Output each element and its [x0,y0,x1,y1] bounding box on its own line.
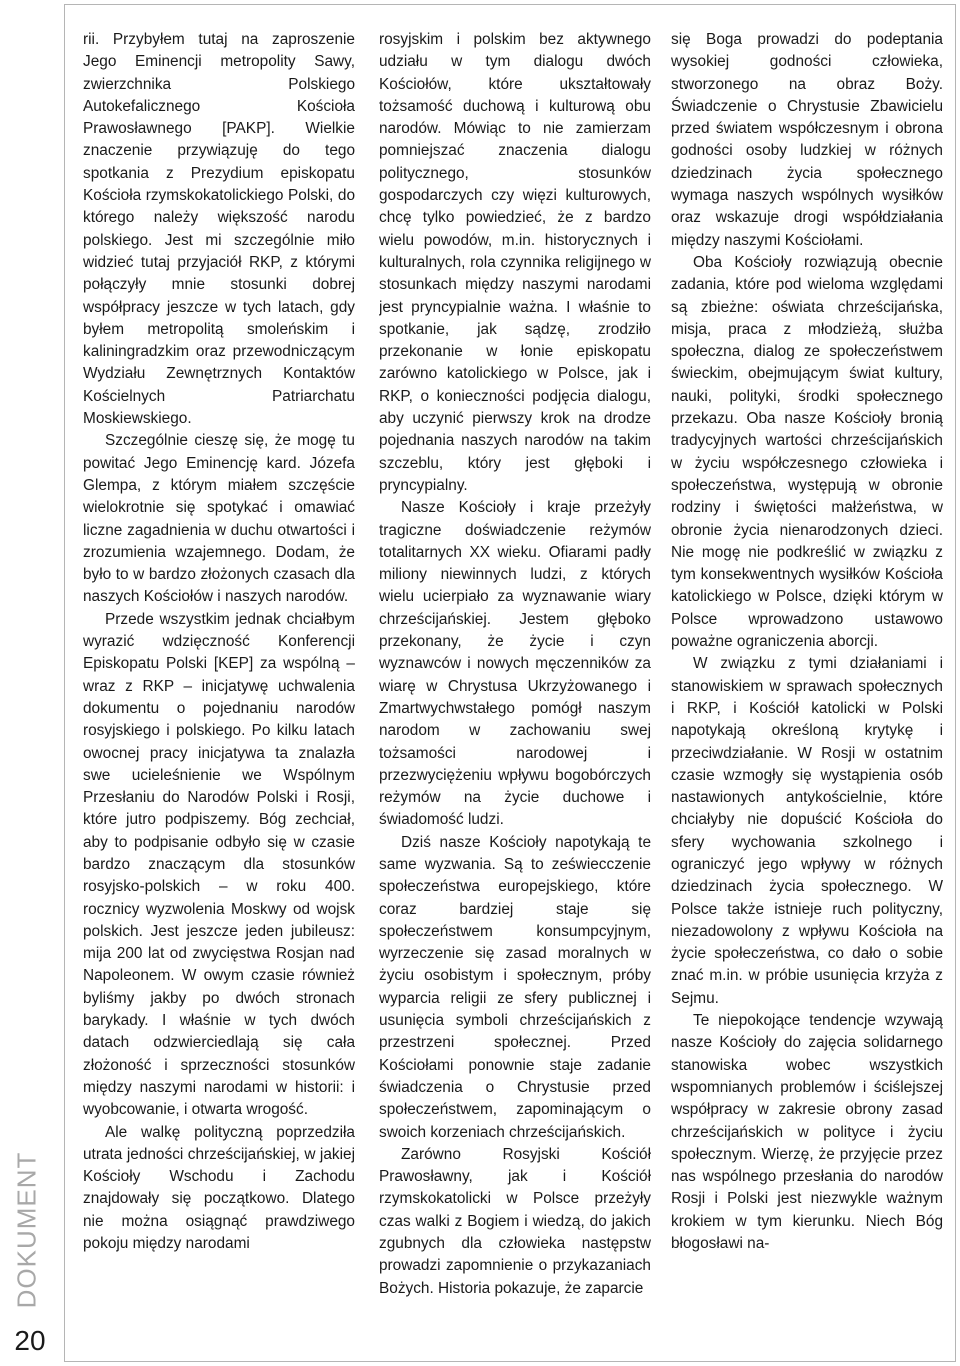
paragraph: Dziś nasze Kościoły napotykają te same wyzwania. Są to zeświecczenie społeczeństwa europejskiego, które coraz bardziej staje się społeczeństwem konsumpcyjnym, wyrzeczenie się zasad moralnych w życiu osobistym i społecznym, próby wyparcia religii ze sfery publicznej i usunięcia symboli chrześcijańskich z przestrzeni społecznej. Przed Kościołami ponownie staje zadanie świadczenia o Chrystusie przed społeczeństwem, zapominającym o swoich korzeniach chrześcijańskich. [379,833,651,1141]
paragraph: Te niepokojące tendencje wzywają nasze Kościoły do zajęcia solidarnego stanowiska wobec wszystkich wspomnianych problemów i ściślejszej współpracy w zakresie obrony zasad chrześcijańskich w polityce i życiu społecznym. Wierzę, że przyjęcie przez nas wspólnego przesłania do narodów Rosji i Polski jest niezwykle ważnym krokiem w tym kierunku. Niech Bóg błogosławi na- [671,1012,943,1253]
paragraph: W związku z tymi działaniami i stanowiskiem w sprawach społecznych i RKP, i Kościół katolicki w Polski napotykają określoną krytykę i przeciwdziałanie. W Rosji w ostatnim czasie wzmogły się wystąpienia osób nastawionych antykościelnie, które chciałyby nie dopuścić Kościoła do sfery wychowania szkolnego i ograniczyć jego wpływy w różnych dziedzinach życia społecznego. W Polsce także istnieje ruch polityczny, niezadowolony z wpływu Kościoła na życie społeczeństwa, co dało o sobie znać m.in. w próbie usunięcia krzyża z Sejmu. [671,655,943,1007]
paragraph: Ale walkę polityczną poprzedziła utrata jedności chrześcijańskiej, w jakiej Kościoły Wschodu i Zachodu znajdowały się początkowo. Dlatego nie można osiągnąć prawdziwego pokoju między narodami [83,1123,355,1253]
paragraph: Szczególnie cieszę się, że mogę tu powitać Jego Eminencję kard. Józefa Glempa, z którym miałem szczęście wielokrotnie się spotykać i omawiać liczne zagadnienia w duchu otwartości i zrozumienia wzajemnego. Dodam, że było to w bardzo złożonych czasach dla naszych Kościołów i naszych narodów. [83,432,355,606]
paragraph: Nasze Kościoły i kraje przeżyły tragiczne doświadczenie reżymów totalitarnych XX wieku. Ofiarami padły miliony niewinnych ludzi, z których wielu ucierpiało za wyznawanie wiary chrześcijańskiej. Jestem głęboko przekonany, że życie i czyn wyznawców i nowych męczenników za wiarę w Chrystusa Ukrzyżowanego i Zmartwychwstałego pomógł naszym narodom w zachowaniu swej tożsamości narodowej i przezwyciężeniu wpływu bogobórczych reżymów na życie duchowe i świadomość ludzi. [379,499,651,829]
paragraph: rosyjskim i polskim bez aktywnego udziału w tym dialogu dwóch Kościołów, które ukształtowały tożsamość duchową i kulturową obu narodów. Mówiąc to nie zamierzam pomniejszać znaczenia dialogu politycznego, stosunków gospodarczych czy więzi kulturowych, chcę tylko powiedzieć, że z bardzo wielu powodów, m.in. historycznych i kulturalnych, rola czynnika religijnego w stosunkach między naszymi narodami jest pryncypialnie ważna. I właśnie to spotkanie, jak sądzę, zrodziło przekonanie w łonie episkopatu zarówno katolickiego w Polsce, jak i RKP, o konieczności podjęcia dialogu, aby uczynić pierwszy krok na drodze pojednania naszych narodów na takim szczeblu, który jest głęboki i pryncypialny. [379,31,651,494]
text-column-1 [83,29,355,1349]
paragraph: Oba Kościoły rozwiązują obecnie zadania, które pod wieloma względami są zbieżne: oświata chrześcijańska, misja, praca z młodzieżą, służba społeczna, dialog ze społeczeństwem świeckim, obejmującym świat kultury, nauki, polityki, środki społecznego przekazu. Oba nasze Kościoły bronią tradycyjnych wartości chrześcijańskich w życiu współczesnego człowieka i społeczeństwa, występują w obronie rodziny i świętości małżeństwa, w obronie życia nienarodzonych dzieci. Nie mogę nie podkreślić w związku z tym konsekwentnych wysiłków Kościoła katolickiego w Polsce, dzięki którym w Polsce wprowadzono ustawowo poważne ograniczenia aborcji. [671,253,943,651]
paragraph: Zarówno Rosyjski Kościół Prawosławny, jak i Kościół rzymskokatolicki w Polsce przeżyły czas walki z Bogiem i wiedzą, do jakich zgubnych dla człowieka następstw prowadzi zapomnienie o przykazaniach Bożych. Historia pokazuje, że zaparcie [379,1145,651,1297]
section-label [4,1150,50,1310]
text-column-2 [379,29,651,1349]
text-column-3 [671,29,943,1349]
section-label-text: DOKUMENT [11,1151,42,1309]
page-number: 20 [14,1325,46,1356]
paragraph: rii. Przybyłem tutaj na zaproszenie Jego Eminencji metropolity Sawy, zwierzchnika Polskiego Autokefalicznego Kościoła Prawosławnego [PAKP]. Wielkie znaczenie przywiązuję do tego spotkania z Prezydium episkopatu Kościoła rzymskokatolickiego Polski, do którego należy większość narodu polskiego. Jest mi szczególnie miło widzieć tutaj przyjaciół RKP, z którymi połączyły mnie stosunki dobrej współpracy jeszcze w tych latach, gdy byłem metropolitą smoleńskim i kaliningradzkim oraz przewodniczącym Wydziału Zewnętrznych Kontaktów Kościelnych Patriarchatu Moskiewskiego. [83,31,355,428]
paragraph: się Boga prowadzi do podeptania wysokiej godności człowieka, stworzonego na obraz Boży. Świadczenie o Chrystusie Zbawicielu przed światem współczesnym i obrona godności osoby ludzkiej w różnych dziedzinach życia społecznego wymaga naszych wspólnych wysiłków oraz wskazuje drogi współdziałania między naszymi Kościołami. [671,31,943,249]
paragraph: Przede wszystkim jednak chciałbym wyrazić wdzięczność Konferencji Episkopatu Polski [KEP] za wspólną – wraz z RKP – inicjatywę uchwalenia dokumentu o pojednaniu narodów rosyjskiego i polskiego. Po kilku latach owocnej pracy inicjatywa ta znalazła swe ucieleśnienie we Wspólnym Przesłaniu do Narodów Polski i Rosji, które jutro podpiszemy. Bóg zechciał, aby to podpisanie odbyło się w czasie bardzo znaczącym dla stosunków rosyjsko-polskich – w roku 400. rocznicy wyzwolenia Moskwy od wojsk polskich. Jest jeszcze jeden jubileusz: mija 200 lat od zwycięstwa Rosjan nad Napoleonem. W owym czasie również byliśmy jakby po dwóch stronach barykady. I właśnie w tych dwóch datach odzwierciedlają się cała złożoność i sprzeczności stosunków między naszymi narodami w historii: i wyobcowanie, i otwarta wrogość. [83,610,355,1119]
